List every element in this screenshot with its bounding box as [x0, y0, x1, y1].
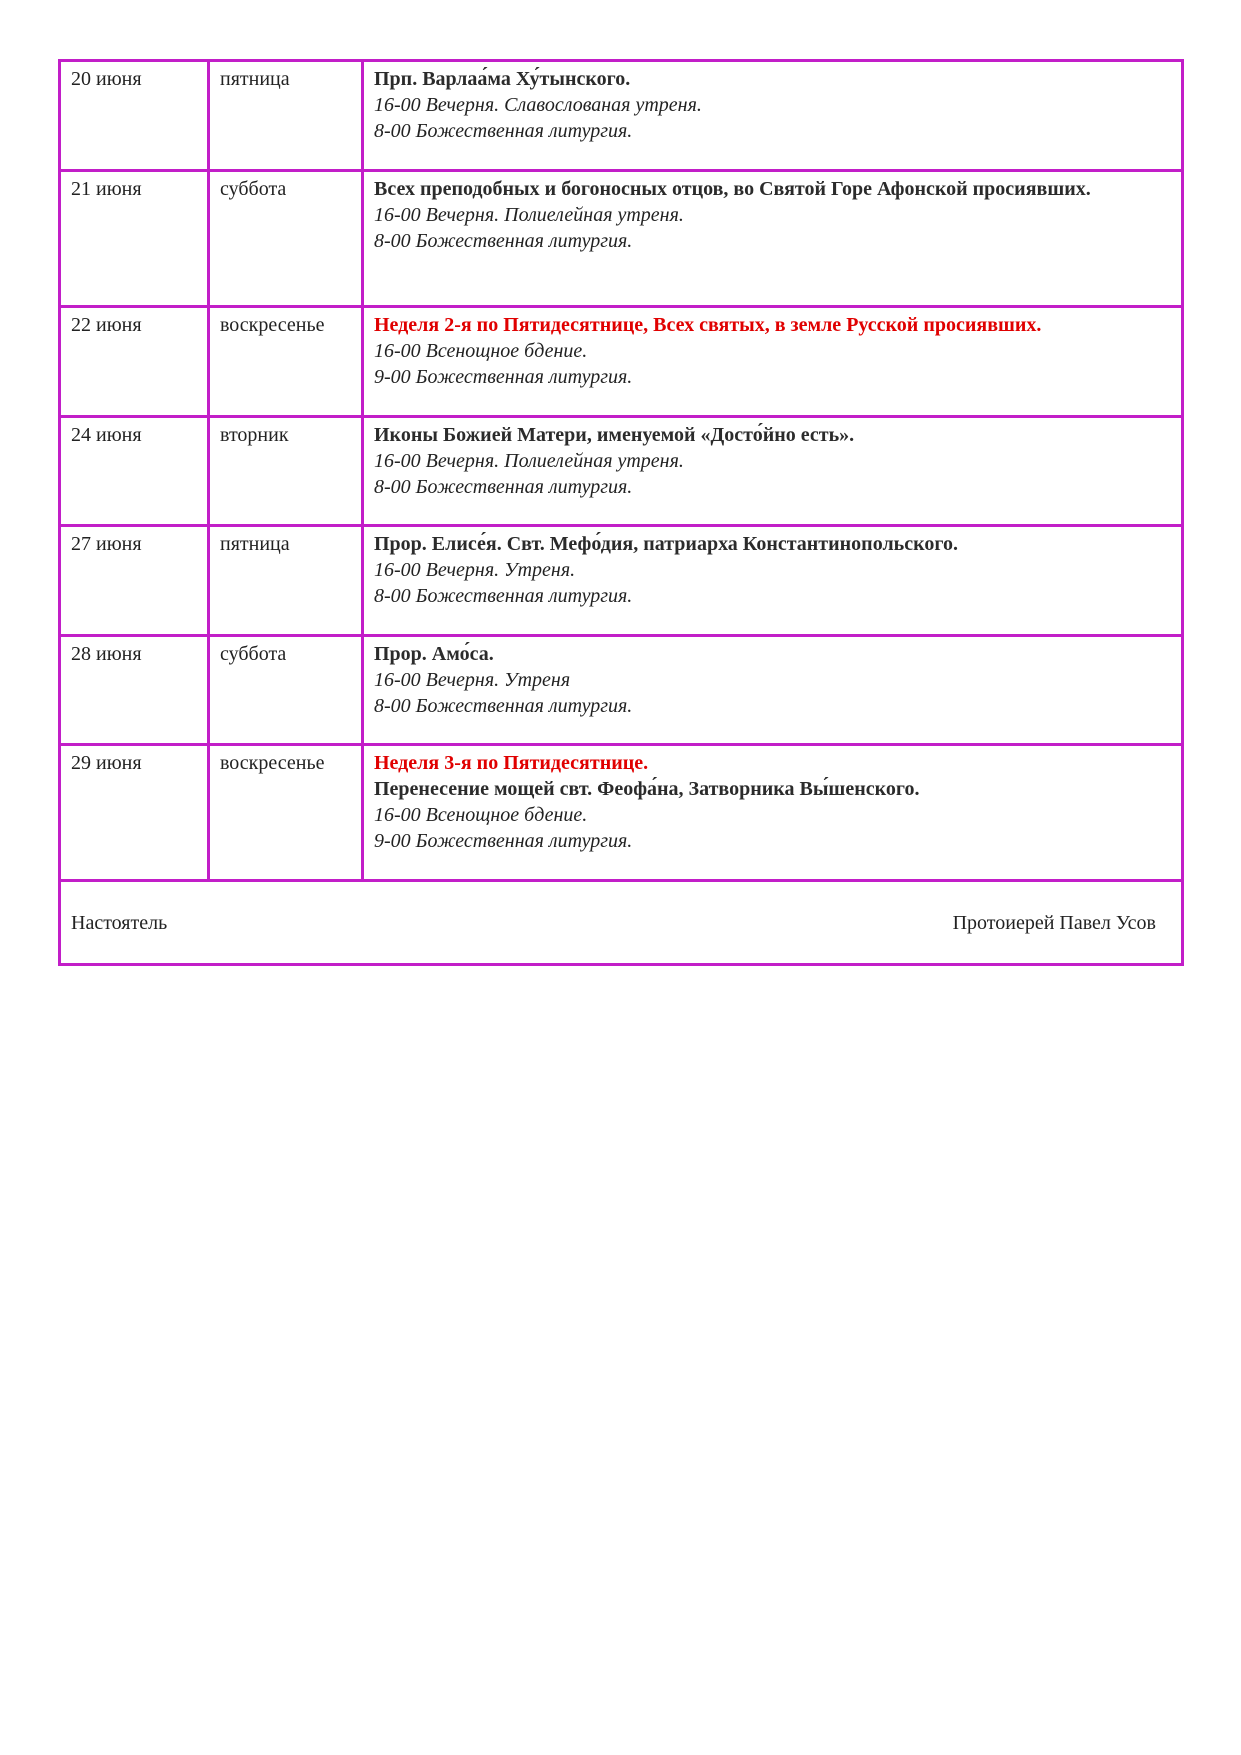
feast-title: Прор. Елисе́я. Свт. Мефо́дия, патриарха Константинопольского.	[374, 533, 958, 555]
description-cell	[363, 171, 1183, 307]
date-cell: 20 июня	[60, 61, 209, 171]
feast-title: Прп. Варлаа́ма Ху́тынского.	[374, 68, 631, 90]
schedule-row	[60, 61, 1183, 171]
weekday-cell: вторник	[209, 417, 363, 526]
schedule-row	[60, 417, 1183, 526]
service-line: 8-00 Божественная литургия.	[374, 585, 633, 607]
service-line: 16-00 Вечерня. Полиелейная утреня.	[374, 204, 684, 226]
description-cell	[363, 61, 1183, 171]
service-line: 8-00 Божественная литургия.	[374, 120, 633, 142]
date-cell: 24 июня	[60, 417, 209, 526]
service-line: 16-00 Вечерня. Славослованая утреня.	[374, 94, 702, 116]
service-line: 8-00 Божественная литургия.	[374, 476, 633, 498]
signature-row	[60, 881, 1183, 965]
schedule-row	[60, 745, 1183, 881]
rector-name: Протоиерей Павел Усов	[952, 912, 1156, 934]
feast-title: Всех преподобных и богоносных отцов, во Святой Горе Афонской просиявших.	[374, 178, 1091, 200]
feast-title: Перенесение мощей свт. Феофа́на, Затворника Вы́шенского.	[374, 778, 920, 800]
schedule-row	[60, 526, 1183, 636]
feast-title-red: Неделя 3-я по Пятидесятнице.	[374, 752, 649, 774]
feast-title: Прор. Амо́са.	[374, 643, 494, 665]
service-line: 16-00 Всенощное бдение.	[374, 340, 588, 362]
weekday-cell: суббота	[209, 636, 363, 745]
service-line: 16-00 Вечерня. Утреня.	[374, 559, 576, 581]
feast-title-red: Неделя 2-я по Пятидесятнице, Всех святых, в земле Русской просиявших.	[374, 314, 1042, 336]
rector-title: Настоятель	[71, 912, 168, 934]
description-cell	[363, 526, 1183, 636]
service-line: 9-00 Божественная литургия.	[374, 366, 633, 388]
date-cell: 22 июня	[60, 307, 209, 417]
schedule-table	[58, 59, 1184, 966]
service-line: 8-00 Божественная литургия.	[374, 230, 633, 252]
date-cell: 29 июня	[60, 745, 209, 881]
schedule-row	[60, 636, 1183, 745]
signature-cell	[60, 881, 1183, 965]
service-line: 16-00 Вечерня. Утреня	[374, 669, 571, 691]
weekday-cell: пятница	[209, 61, 363, 171]
schedule-row	[60, 307, 1183, 417]
description-cell	[363, 417, 1183, 526]
date-cell: 28 июня	[60, 636, 209, 745]
weekday-cell: пятница	[209, 526, 363, 636]
weekday-cell: суббота	[209, 171, 363, 307]
schedule-row	[60, 171, 1183, 307]
date-cell: 21 июня	[60, 171, 209, 307]
schedule-body	[60, 61, 1183, 965]
service-line: 16-00 Вечерня. Полиелейная утреня.	[374, 450, 684, 472]
weekday-cell: воскресенье	[209, 745, 363, 881]
date-cell: 27 июня	[60, 526, 209, 636]
description-cell	[363, 745, 1183, 881]
service-line: 8-00 Божественная литургия.	[374, 695, 633, 717]
service-line: 16-00 Всенощное бдение.	[374, 804, 588, 826]
description-cell	[363, 636, 1183, 745]
weekday-cell: воскресенье	[209, 307, 363, 417]
description-cell	[363, 307, 1183, 417]
service-line: 9-00 Божественная литургия.	[374, 830, 633, 852]
feast-title: Иконы Божией Матери, именуемой «Досто́йно есть».	[374, 424, 855, 446]
